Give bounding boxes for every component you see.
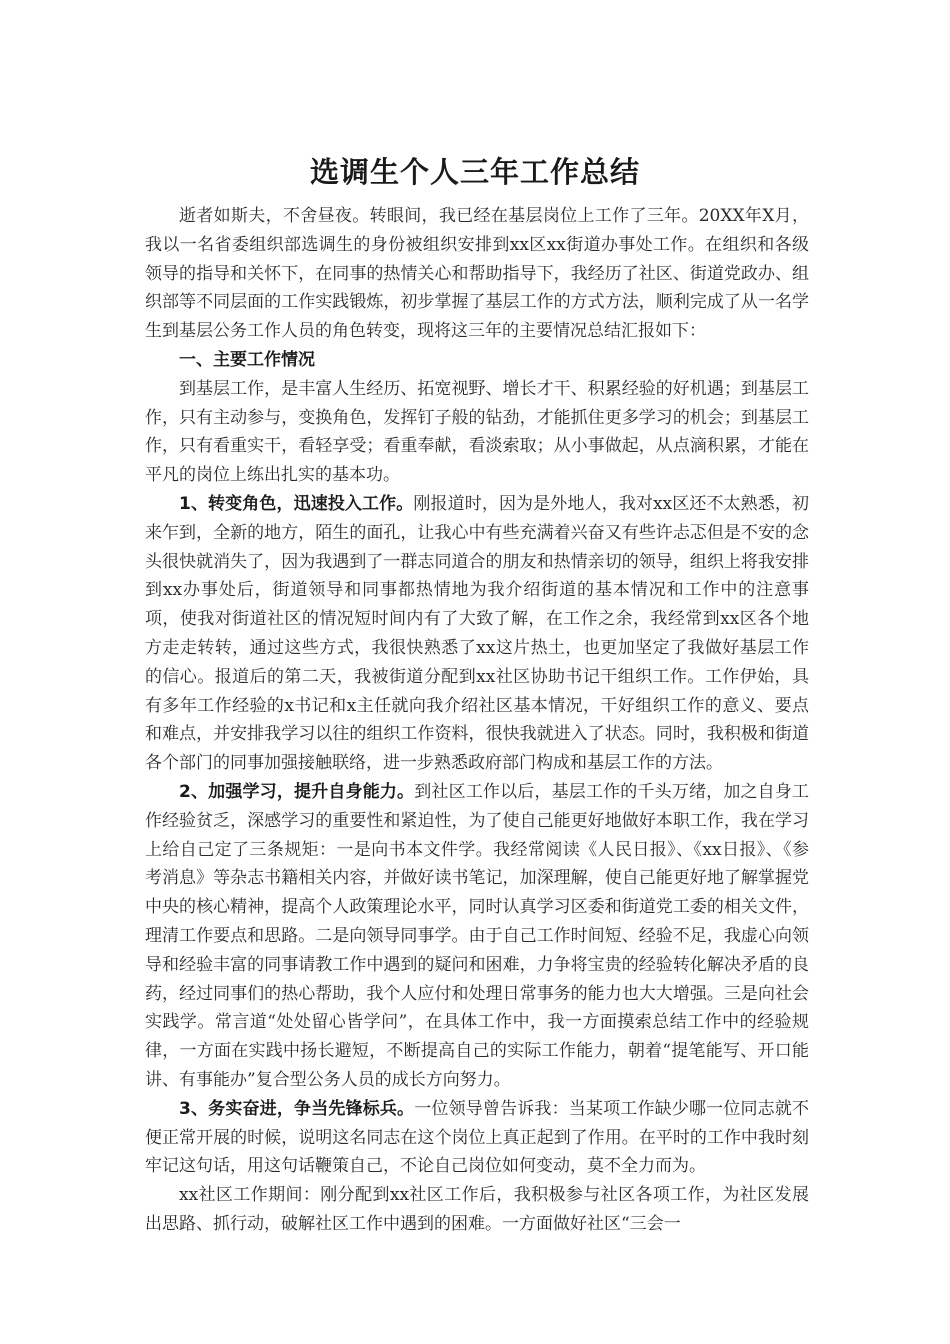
item1-paragraph	[145, 490, 809, 778]
item1-lead: 1、转变角色，迅速投入工作。	[179, 493, 414, 514]
item3-lead: 3、务实奋进，争当先锋标兵。	[179, 1098, 415, 1119]
section1-heading: 一、主要工作情况	[179, 349, 315, 370]
item1-text: 刚报道时，因为是外地人，我对xx区还不太熟悉，初来乍到，全新的地方，陌生的面孔，让我心中有些充满着兴奋又有些许忐忑但是不安的念头很快就消失了，因为我遇到了一群志同道合的朋友和热情亲切的领导，组织上将我安排到xx办事处后，街道领导和同事都热情地为我介绍街道的基本情况和工作中的注意事项，使我对街道社区的情况短时间内有了大致了解，在工作之余，我经常到xx区各个地方走走转转，通过这些方式，我很快熟悉了xx这片热土，也更加坚定了我做好基层工作的信心。报道后的第二天，我被街道分配到xx社区协助书记干组织工作。工作伊始，具有多年工作经验的x书记和x主任就向我介绍社区基本情况，干好组织工作的意义、要点和难点，并安排我学习以往的组织工作资料，很快我就进入了状态。同时，我积极和街道各个部门的同事加强接触联络，进一步熟悉政府部门构成和基层工作的方法。	[145, 493, 809, 774]
document-title: 选调生个人三年工作总结	[309, 155, 640, 189]
item2-paragraph	[145, 778, 809, 1095]
document-body	[145, 202, 809, 1239]
item3-text: 一位领导曾告诉我：当某项工作缺少哪一位同志就不便正常开展的时候，说明这名同志在这个岗位上真正起到了作用。在平时的工作中我时刻牢记这句话，用这句话鞭策自己，不论自己岗位如何变动，莫不全力而为。	[145, 1098, 810, 1177]
item3-paragraph	[145, 1095, 809, 1181]
section1-paragraph: 到基层工作，是丰富人生经历、拓宽视野、增长才干、积累经验的好机遇；到基层工作，只有主动参与，变换角色，发挥钉子般的钻劲，才能抓住更多学习的机会；到基层工作，只有看重实干，看轻享受；看重奉献，看淡索取；从小事做起，从点滴积累，才能在平凡的岗位上练出扎实的基本功。	[145, 378, 809, 486]
item2-lead: 2、加强学习，提升自身能力。	[179, 781, 415, 802]
intro-paragraph: 逝者如斯夫，不舍昼夜。转眼间，我已经在基层岗位上工作了三年。20XX年X月，我以一名省委组织部选调生的身份被组织安排到xx区xx街道办事处工作。在组织和各级领导的指导和关怀下，在同事的热情关心和帮助指导下，我经历了社区、街道党政办、组织部等不同层面的工作实践锻炼，初步掌握了基层工作的方式方法，顺利完成了从一名学生到基层公务工作人员的角色转变，现将这三年的主要情况总结汇报如下：	[145, 206, 809, 342]
last-paragraph: xx社区工作期间：刚分配到xx社区工作后，我积极参与社区各项工作，为社区发展出思路、抓行动，破解社区工作中遇到的困难。一方面做好社区“三会一	[145, 1185, 809, 1234]
item2-text: 到社区工作以后，基层工作的千头万绪，加之自身工作经验贫乏，深感学习的重要性和紧迫性，为了使自己能更好地做好本职工作，我在学习上给自己定了三条规矩：一是向书本文件学。我经常阅读《人民日报》、《xx日报》、《参考消息》等杂志书籍相关内容，并做好读书笔记，加深理解，使自己能更好地了解掌握党中央的核心精神，提高个人政策理论水平，同时认真学习区委和街道党工委的相关文件，理清工作要点和思路。二是向领导同事学。由于自己工作时间短、经验不足，我虚心向领导和经验丰富的同事请教工作中遇到的疑问和困难，力争将宝贵的经验转化解决矛盾的良药，经过同事们的热心帮助，我个人应付和处理日常事务的能力也大大增强。三是向社会实践学。常言道“处处留心皆学问”，在具体工作中，我一方面摸索总结工作中的经验规律，一方面在实践中扬长避短，不断提高自己的实际工作能力，朝着“提笔能写、开口能讲、有事能办”复合型公务人员的成长方向努力。	[145, 781, 810, 1090]
